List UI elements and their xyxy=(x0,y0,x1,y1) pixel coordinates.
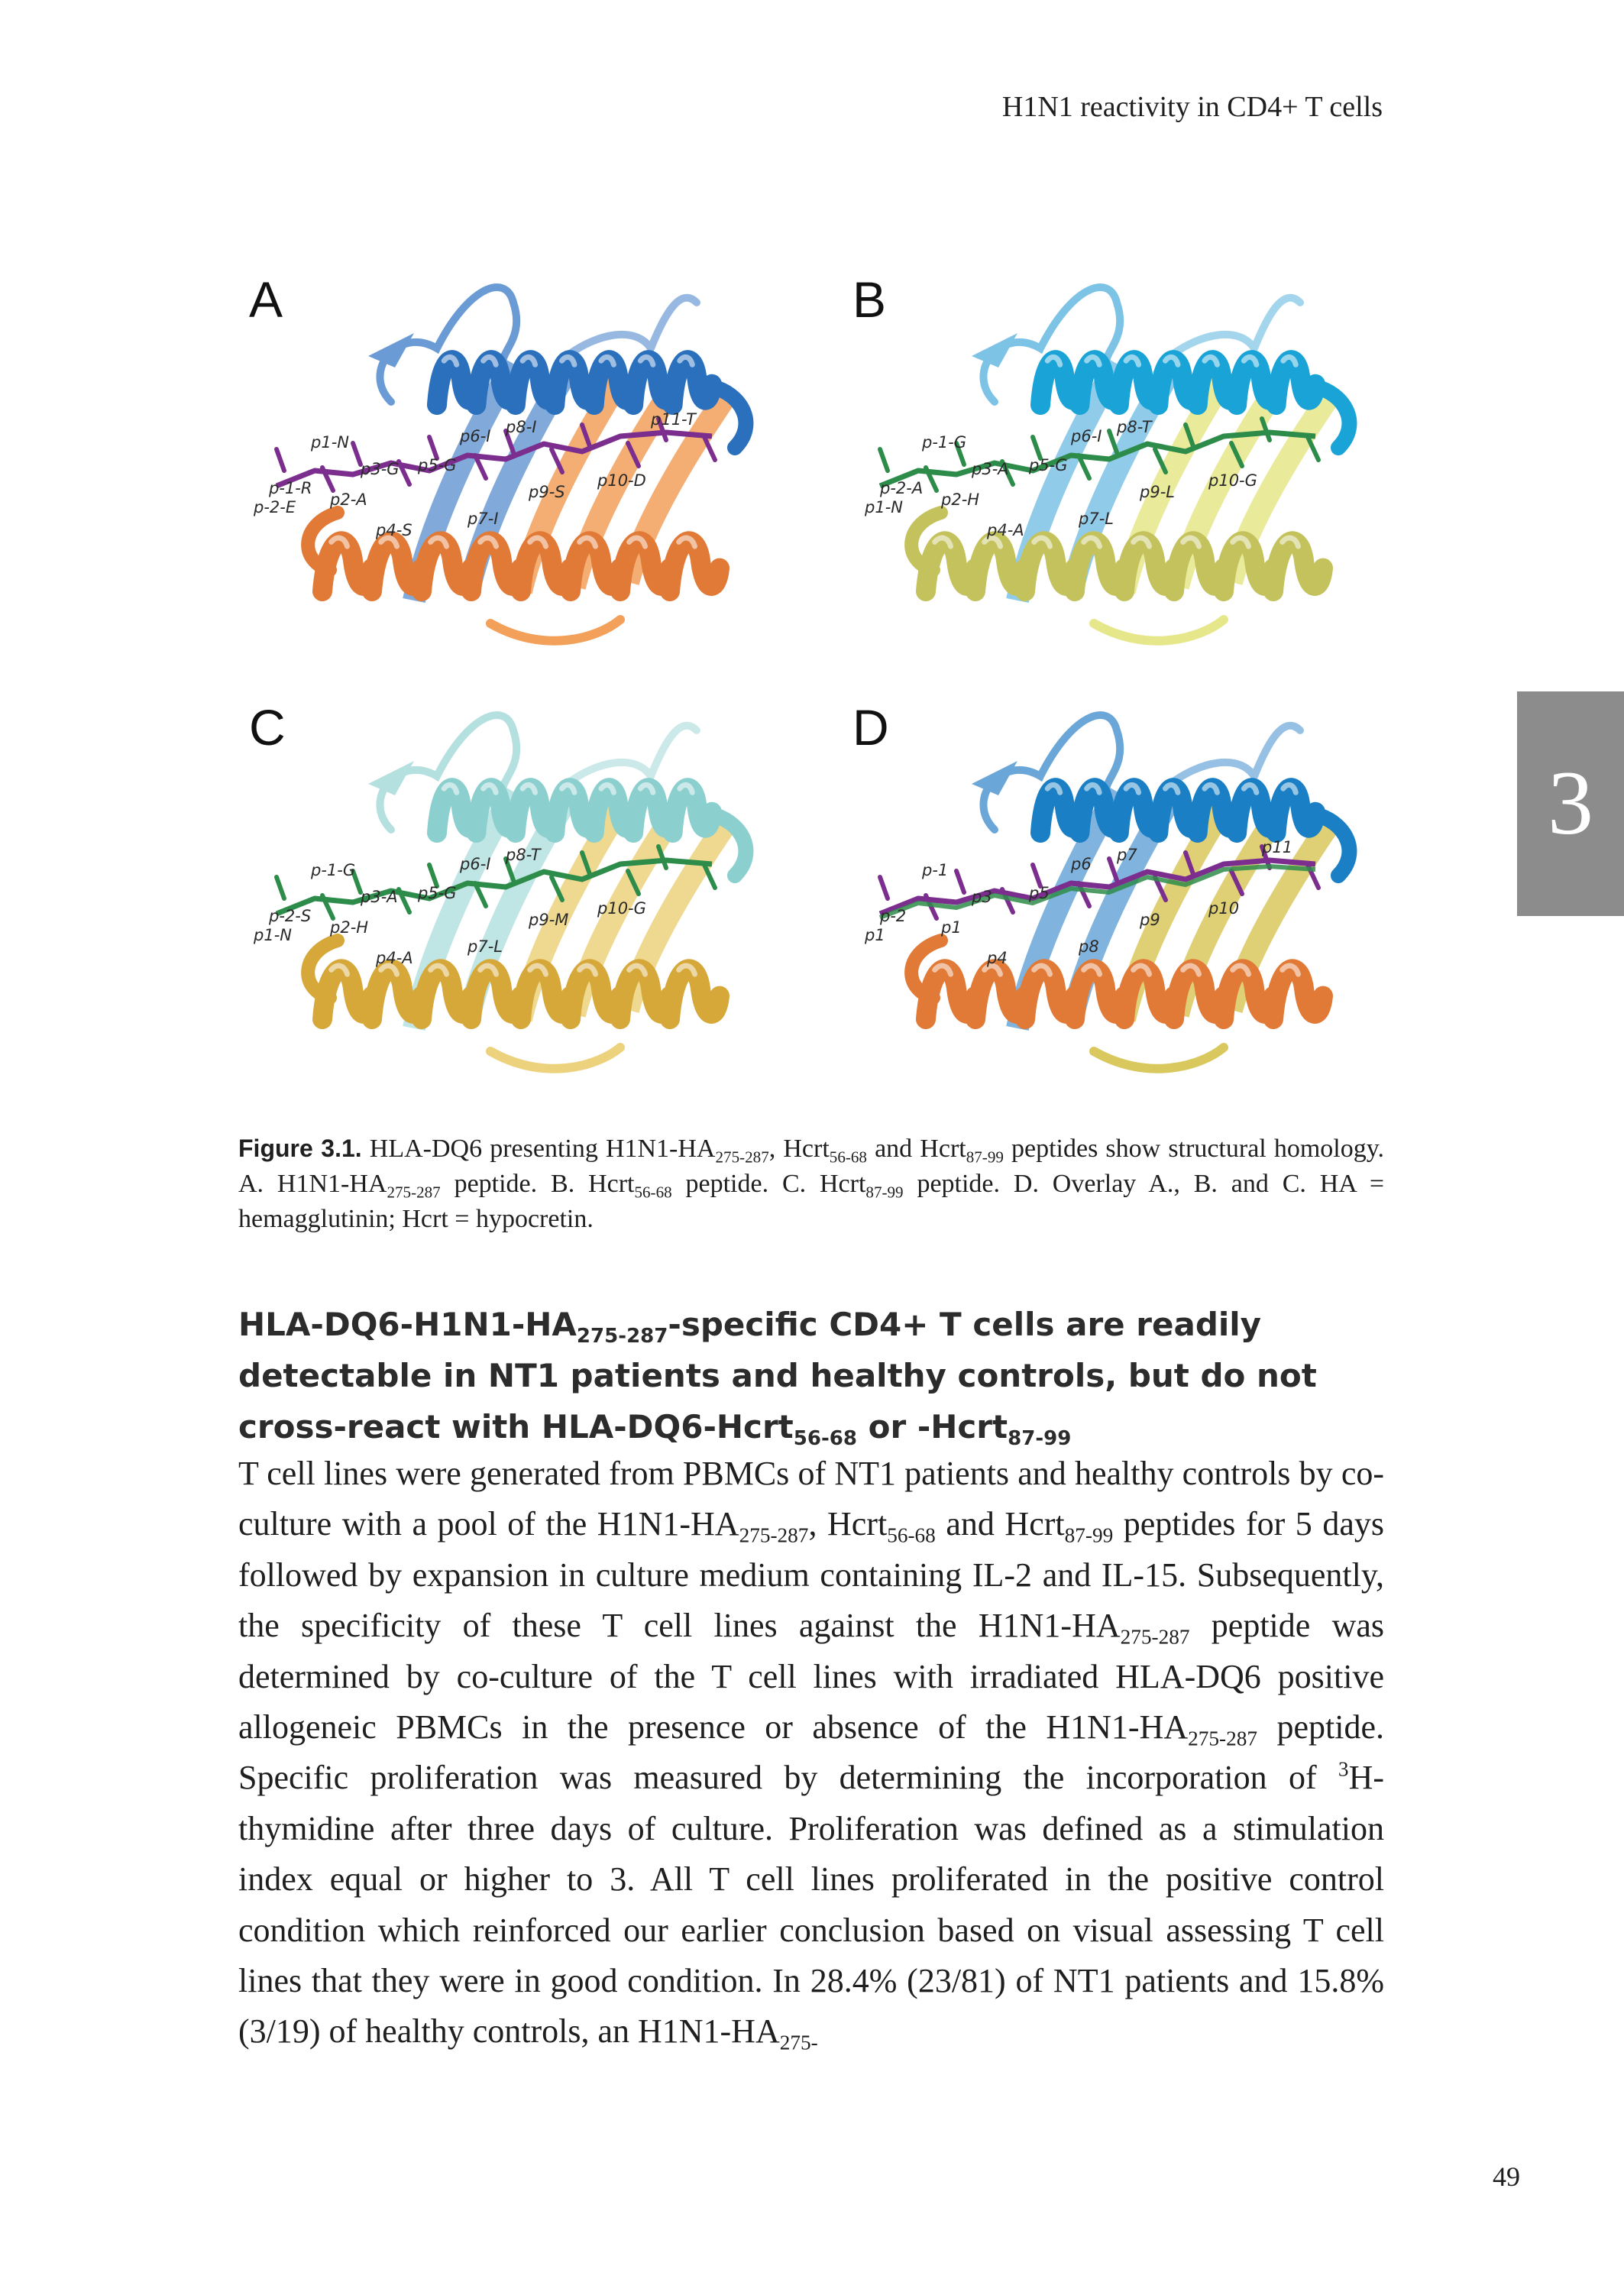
residue-label: p7-I xyxy=(467,510,499,528)
bottom-loop xyxy=(1094,1047,1224,1069)
residue-label: p9 xyxy=(1140,911,1160,929)
residue-label: p4-A xyxy=(987,521,1024,539)
residue-label: p10 xyxy=(1208,899,1240,918)
alpha-helix-upper xyxy=(437,785,712,833)
strand-arrow xyxy=(972,761,1017,795)
alpha-helix-upper xyxy=(1040,357,1315,405)
caption-text: peptide. D. Overlay A., B. and C. HA = hemagglutinin; Hcrt = hypocretin. xyxy=(238,1170,1384,1233)
residue-label: p1-N xyxy=(865,498,903,516)
side-loop xyxy=(1170,298,1300,356)
body-text: H-thymidine after three days of culture. Proliferation was defined as a stimulation index equal or higher to 3. All T cell lines proliferated in the positive control condition which reinforced our earlier conclusion based on visual assessing T cell lines that they were in good condition. In 28.4% (23/81) of NT1 patients and 15.8% (3/19) of healthy controls, an H1N1-HA xyxy=(238,1759,1384,2051)
side-chain xyxy=(1109,431,1117,452)
body-text: peptide was determined by co-culture of the T cell lines with irradiated HLA-DQ6 positive allogeneic PBMCs in the presence or absence of the H1N1-HA xyxy=(238,1607,1385,1747)
protein-structure-illustration xyxy=(238,241,804,669)
residue-label: p10-G xyxy=(1208,471,1257,490)
body-text: and Hcrt xyxy=(935,1505,1065,1543)
residue-label: p6-I xyxy=(460,855,491,873)
side-loop xyxy=(567,298,697,356)
caption-subscript: 87-99 xyxy=(865,1183,904,1202)
residue-label: p3-A xyxy=(972,460,1009,478)
caption-subscript: 56-68 xyxy=(829,1148,867,1167)
residue-label: p-2-S xyxy=(269,907,312,925)
figure-3-1 xyxy=(238,241,1384,1112)
running-head: H1N1 reactivity in CD4+ T cells xyxy=(1001,91,1383,123)
residue-label: p3 xyxy=(972,888,992,906)
body-subscript: 275-287 xyxy=(1120,1625,1190,1649)
residue-label: p1 xyxy=(941,918,962,937)
residue-label: p9-S xyxy=(529,483,565,501)
body-text: peptides for 5 days followed by expansion in culture medium containing IL-2 and IL-15. Subsequently, the specificity of these T cell lines against the H1N1-HA xyxy=(238,1505,1384,1645)
figure-label: Figure 3.1. xyxy=(238,1135,362,1162)
alpha-helix-upper xyxy=(437,357,712,405)
residue-label: p-2-E xyxy=(254,498,296,516)
heading-text: HLA-DQ6-H1N1-HA xyxy=(238,1306,577,1343)
heading-text: -specific CD4+ T cells are readily detectable in NT1 patients and healthy controls, but do not cross-react with HLA-DQ6-Hcrt xyxy=(238,1306,1317,1445)
residue-label: p7-L xyxy=(1079,510,1114,528)
residue-label: p5-G xyxy=(1029,456,1068,474)
caption-text: peptide. B. Hcrt xyxy=(440,1170,635,1198)
residue-label: p2-H xyxy=(941,490,980,509)
figure-caption xyxy=(238,1131,1384,1237)
side-chain xyxy=(1109,859,1117,880)
residue-label: p8 xyxy=(1079,937,1099,956)
residue-label: p8-I xyxy=(506,418,537,436)
caption-text: HLA-DQ6 presenting H1N1-HA xyxy=(369,1135,716,1163)
caption-subscript: 56-68 xyxy=(634,1183,672,1202)
residue-label: p2-A xyxy=(330,490,367,509)
residue-label: p6-I xyxy=(1071,427,1102,445)
residue-label: p4-S xyxy=(376,521,412,539)
body-paragraph xyxy=(238,1449,1384,2057)
residue-label: p3-A xyxy=(361,888,398,906)
side-loop xyxy=(567,726,697,784)
caption-text: peptide. C. Hcrt xyxy=(671,1170,866,1198)
body-subscript: 87-99 xyxy=(1064,1523,1114,1547)
section-heading xyxy=(238,1299,1399,1452)
side-chain xyxy=(1033,437,1040,458)
caption-subscript: 87-99 xyxy=(966,1148,1004,1167)
residue-label: p11-T xyxy=(651,410,696,429)
bottom-loop xyxy=(490,620,620,641)
figure-panel-c xyxy=(238,669,804,1097)
heading-text: or -Hcrt xyxy=(857,1408,1008,1445)
side-chain xyxy=(1033,865,1040,886)
chapter-tab xyxy=(1517,691,1624,916)
body-subscript: 56-68 xyxy=(887,1523,936,1547)
protein-structure-illustration xyxy=(238,669,804,1097)
residue-label: p5-G xyxy=(418,456,457,474)
alpha-helix-upper xyxy=(1040,785,1315,833)
residue-label: p-2 xyxy=(880,907,907,925)
residue-label: p8-T xyxy=(506,846,541,864)
body-text: T cell lines were generated from PBMCs of NT1 patients and healthy controls by co-culture with a pool of the H1N1-HA xyxy=(238,1455,1384,1543)
strand-arrow xyxy=(368,761,414,795)
residue-label: p7 xyxy=(1117,846,1137,864)
residue-label: p1 xyxy=(865,926,885,944)
caption-subscript: 275-287 xyxy=(715,1148,769,1167)
caption-subscript: 275-287 xyxy=(387,1183,441,1202)
body-subscript: 275- xyxy=(779,2031,818,2055)
residue-label: p7-L xyxy=(467,937,503,956)
side-chain xyxy=(956,871,964,892)
residue-label: p-1-G xyxy=(922,433,967,452)
body-subscript: 275-287 xyxy=(1188,1727,1258,1750)
residue-label: p4 xyxy=(987,949,1008,967)
side-chain xyxy=(277,449,284,471)
panel-letter: C xyxy=(249,699,286,756)
panel-letter: A xyxy=(249,271,283,328)
strand-arrow xyxy=(972,333,1017,367)
figure-panel-b xyxy=(842,241,1407,669)
body-text: peptide. Specific proliferation was measured by determining the incorporation of xyxy=(238,1708,1384,1797)
alpha-helix-lower xyxy=(322,966,720,1019)
heading-subscript: 87-99 xyxy=(1008,1427,1072,1451)
heading-subscript: 56-68 xyxy=(793,1427,858,1451)
side-chain xyxy=(353,443,361,465)
residue-label: p-1 xyxy=(922,861,949,879)
figure-panel-d xyxy=(842,669,1407,1097)
body-superscript: 3 xyxy=(1338,1758,1349,1782)
protein-structure-illustration xyxy=(842,241,1407,669)
residue-label: p9-L xyxy=(1140,483,1175,501)
body-subscript: 275-287 xyxy=(739,1523,809,1547)
caption-text: , Hcrt xyxy=(768,1135,830,1163)
panel-letter: B xyxy=(852,271,887,328)
residue-label: p5-G xyxy=(418,884,457,902)
residue-label: p-1-R xyxy=(269,479,312,497)
side-chain xyxy=(880,877,888,898)
residue-label: p-2-A xyxy=(880,479,924,497)
side-chain xyxy=(429,865,437,886)
residue-label: p1-N xyxy=(254,926,292,944)
heading-subscript: 275-287 xyxy=(576,1325,668,1348)
residue-label: p6-I xyxy=(460,427,491,445)
body-text: , Hcrt xyxy=(808,1505,888,1543)
residue-label: p11 xyxy=(1262,838,1293,856)
alpha-helix-lower xyxy=(322,538,720,591)
strand-arrow xyxy=(368,333,414,367)
chapter-number: 3 xyxy=(1548,752,1593,853)
residue-label: p1-N xyxy=(311,433,349,452)
bottom-loop xyxy=(1094,620,1224,641)
side-chain xyxy=(880,449,888,471)
residue-label: p4-A xyxy=(376,949,413,967)
residue-label: p10-G xyxy=(597,899,646,918)
page-number: 49 xyxy=(1493,2161,1520,2192)
protein-structure-illustration xyxy=(842,669,1407,1097)
bottom-loop xyxy=(490,1047,620,1069)
caption-text: and Hcrt xyxy=(866,1135,966,1163)
panel-letter: D xyxy=(852,699,889,756)
residue-label: p2-H xyxy=(330,918,369,937)
alpha-helix-lower xyxy=(926,966,1323,1019)
caption-text: peptides show structural homology. A. H1N1-HA xyxy=(238,1135,1385,1198)
residue-label: p10-D xyxy=(597,471,646,490)
figure-panel-a xyxy=(238,241,804,669)
residue-label: p5 xyxy=(1029,884,1050,902)
residue-label: p8-T xyxy=(1117,418,1152,436)
side-chain xyxy=(277,877,284,898)
residue-label: p-1-G xyxy=(311,861,356,879)
residue-label: p9-M xyxy=(529,911,569,929)
alpha-helix-lower xyxy=(926,538,1323,591)
residue-label: p6 xyxy=(1071,855,1092,873)
side-loop xyxy=(1170,726,1300,784)
residue-label: p3-G xyxy=(361,460,400,478)
side-chain xyxy=(429,437,437,458)
